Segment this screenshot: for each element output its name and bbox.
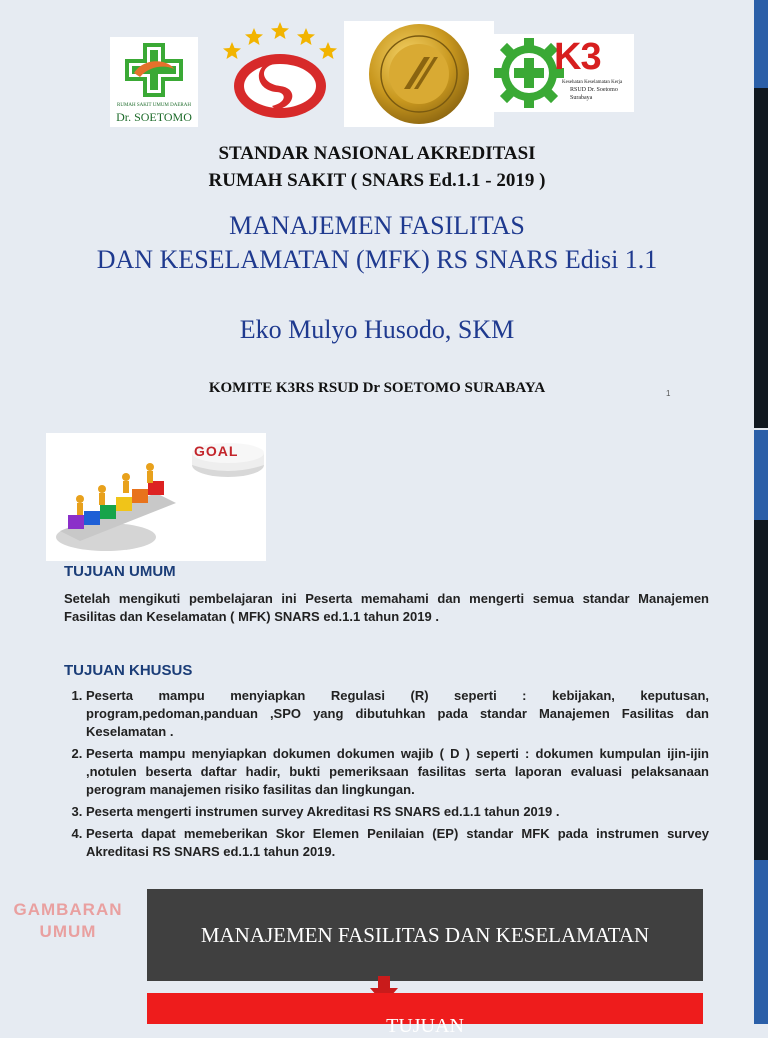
list-item: 4. Peserta dapat memeberikan Skor Elemen Penilaian (EP) standar MFK pada instrumen survey Akreditasi RS SNARS ed.1.1 tahun 2019.	[86, 825, 709, 861]
gambaran-label	[0, 899, 136, 943]
tujuan-khusus-list	[64, 687, 709, 865]
rs-soetomo-line1: RUMAH SAKIT UMUM DAERAH	[117, 103, 191, 108]
strip-accent-3	[754, 430, 768, 520]
author-name: Eko Mulyo Husodo, SKM	[239, 315, 515, 344]
strip-accent-5	[754, 860, 768, 1024]
tujuan-umum-title: TUJUAN UMUM	[64, 563, 176, 580]
tujuan-umum-text: Setelah mengikuti pembelajaran ini Peserta memahami dan mengerti semua standar Manajemen Fasilitas dan Keselamatan ( MFK) SNARS ed.1.1 tahun 2019 .	[64, 591, 709, 624]
k3-caption3: Surabaya	[570, 95, 593, 101]
rs-soetomo-line2: Dr. SOETOMO	[116, 110, 192, 124]
gambaran-label-line2: UMUM	[39, 922, 97, 941]
page-number: 1	[666, 389, 671, 398]
gold-seal-icon	[344, 21, 494, 127]
kars-logo	[218, 20, 342, 124]
k3-caption1: Kesehatan Keselamatan Kerja	[562, 80, 623, 85]
right-edge-strip	[754, 0, 768, 1024]
list-item: 3. Peserta mengerti instrumen survey Akreditasi RS SNARS ed.1.1 tahun 2019 .	[86, 803, 709, 821]
strip-accent-2	[754, 88, 768, 428]
jci-logo	[344, 21, 494, 127]
subtitle-line2: DAN KESELAMATAN (MFK) RS SNARS Edisi 1.1	[96, 245, 658, 274]
list-item: 2. Peserta mampu menyiapkan dokumen dokumen wajib ( D ) seperti : dokumen kumpulan ijin-ijin ,notulen beserta daftar hadir, bukti pemeriksaan fasilitas serta laporan evaluasi pelaksanaan perogram manajemen risiko fasilitas dan lingkungan.	[86, 745, 709, 799]
k3-logo	[494, 34, 634, 112]
k3-caption2: RSUD Dr. Soetomo	[570, 87, 618, 93]
gambaran-label-line1: GAMBARAN	[13, 900, 123, 919]
tujuan-box-label: TUJUAN	[386, 1015, 464, 1037]
subtitle-line1: MANAJEMEN FASILITAS	[229, 211, 525, 240]
goal-label: GOAL	[194, 443, 239, 459]
green-cross-icon	[110, 39, 198, 101]
tujuan-khusus-title: TUJUAN KHUSUS	[64, 662, 193, 679]
goal-image	[46, 433, 266, 561]
tujuan-box	[147, 993, 703, 1037]
title-line2: RUMAH SAKIT ( SNARS Ed.1.1 - 2019 )	[208, 170, 546, 191]
rs-soetomo-logo	[110, 37, 198, 127]
strip-accent-4	[754, 520, 768, 860]
committee-name: KOMITE K3RS RSUD Dr SOETOMO SURABAYA	[208, 380, 546, 396]
strip-accent-1	[754, 0, 768, 88]
title-line1: STANDAR NASIONAL AKREDITASI	[218, 143, 536, 164]
k3-brand: K3	[554, 36, 601, 78]
list-item: 1. Peserta mampu menyiapkan Regulasi (R) seperti : kebijakan, keputusan, program,pedoman,panduan ,SPO yang dibutuhkan pada standar Manajemen Fasilitas dan Keselamatan .	[86, 687, 709, 741]
mfk-main-box: MANAJEMEN FASILITAS DAN KESELAMATAN	[147, 889, 703, 981]
red-s-stars-icon	[218, 20, 342, 124]
